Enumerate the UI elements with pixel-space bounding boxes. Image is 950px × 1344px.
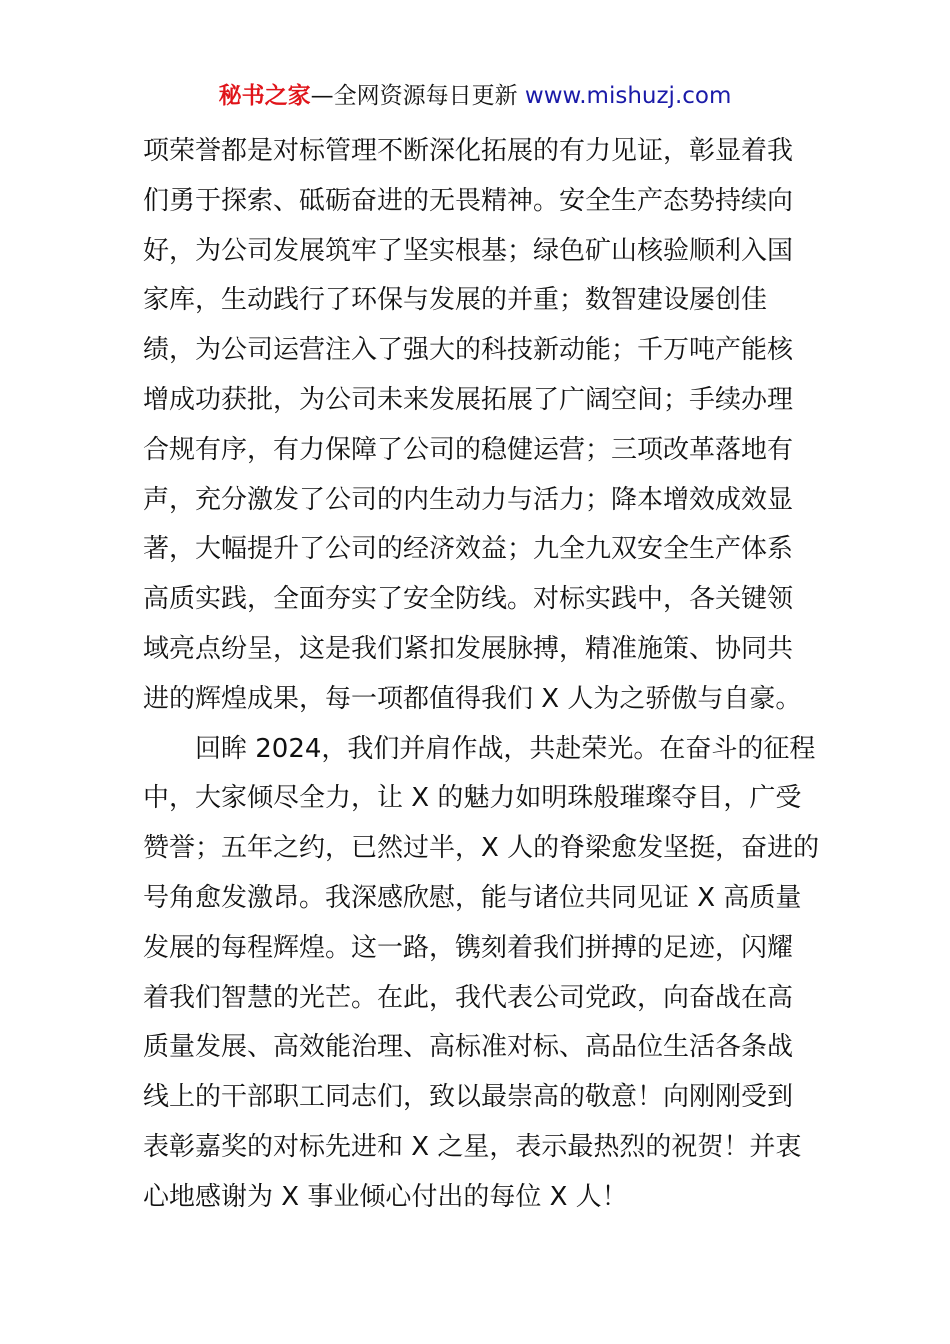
body-line: 表彰嘉奖的对标先进和 X 之星，表示最热烈的祝贺！并衷 bbox=[143, 1131, 802, 1162]
body-line: 合规有序，有力保障了公司的稳健运营；三项改革落地有 bbox=[143, 434, 794, 465]
body-line: 好，为公司发展筑牢了坚实根基；绿色矿山核验顺利入国 bbox=[143, 235, 794, 266]
body-line: 赞誉；五年之约，已然过半，X 人的脊梁愈发坚挺，奋进的 bbox=[143, 833, 820, 864]
body-line: 声，充分激发了公司的内生动力与活力；降本增效成效显 bbox=[143, 484, 794, 515]
body-line: 线上的干部职工同志们，致以最崇高的敬意！向刚刚受到 bbox=[143, 1082, 794, 1113]
body-line: 质量发展、高效能治理、高标准对标、高品位生活各条战 bbox=[143, 1032, 794, 1063]
body-line: 域亮点纷呈，这是我们紧扣发展脉搏，精准施策、协同共 bbox=[143, 633, 794, 664]
body-line: 著，大幅提升了公司的经济效益；九全九双安全生产体系 bbox=[143, 534, 794, 565]
body-line: 增成功获批，为公司未来发展拓展了广阔空间；手续办理 bbox=[143, 384, 794, 415]
body-line: 项荣誉都是对标管理不断深化拓展的有力见证，彰显着我 bbox=[143, 136, 794, 166]
body-line: 发展的每程辉煌。这一路，镌刻着我们拼搏的足迹，闪耀 bbox=[143, 932, 794, 963]
header-tagline: —全网资源每日更新 bbox=[310, 83, 518, 109]
body-line: 高质实践，全面夯实了安全防线。对标实践中，各关键领 bbox=[143, 584, 794, 615]
site-url-link[interactable]: www.mishuzj.com bbox=[517, 83, 732, 109]
body-line: 心地感谢为 X 事业倾心付出的每位 X 人！ bbox=[143, 1181, 628, 1212]
body-line: 号角愈发激昂。我深感欣慰，能与诸位共同见证 X 高质量 bbox=[143, 882, 802, 913]
body-line: 们勇于探索、砥砺奋进的无畏精神。安全生产态势持续向 bbox=[143, 185, 794, 216]
body-line: 家库，生动践行了环保与发展的并重；数智建设屡创佳 bbox=[143, 285, 768, 316]
body-line: 进的辉煌成果，每一项都值得我们 X 人为之骄傲与自豪。 bbox=[143, 683, 802, 714]
brand-name: 秘书之家 bbox=[218, 83, 311, 109]
body-line: 中，大家倾尽全力，让 X 的魅力如明珠般璀璨夺目，广受 bbox=[143, 783, 802, 814]
paragraph-first-line: 回眸 2024，我们并肩作战，共赴荣光。在奋斗的征程 bbox=[195, 733, 816, 764]
body-line: 着我们智慧的光芒。在此，我代表公司党政，向奋战在高 bbox=[143, 982, 794, 1013]
page-header bbox=[0, 80, 950, 112]
body-line: 绩，为公司运营注入了强大的科技新动能；千万吨产能核 bbox=[143, 335, 794, 366]
document-body bbox=[143, 127, 820, 1223]
